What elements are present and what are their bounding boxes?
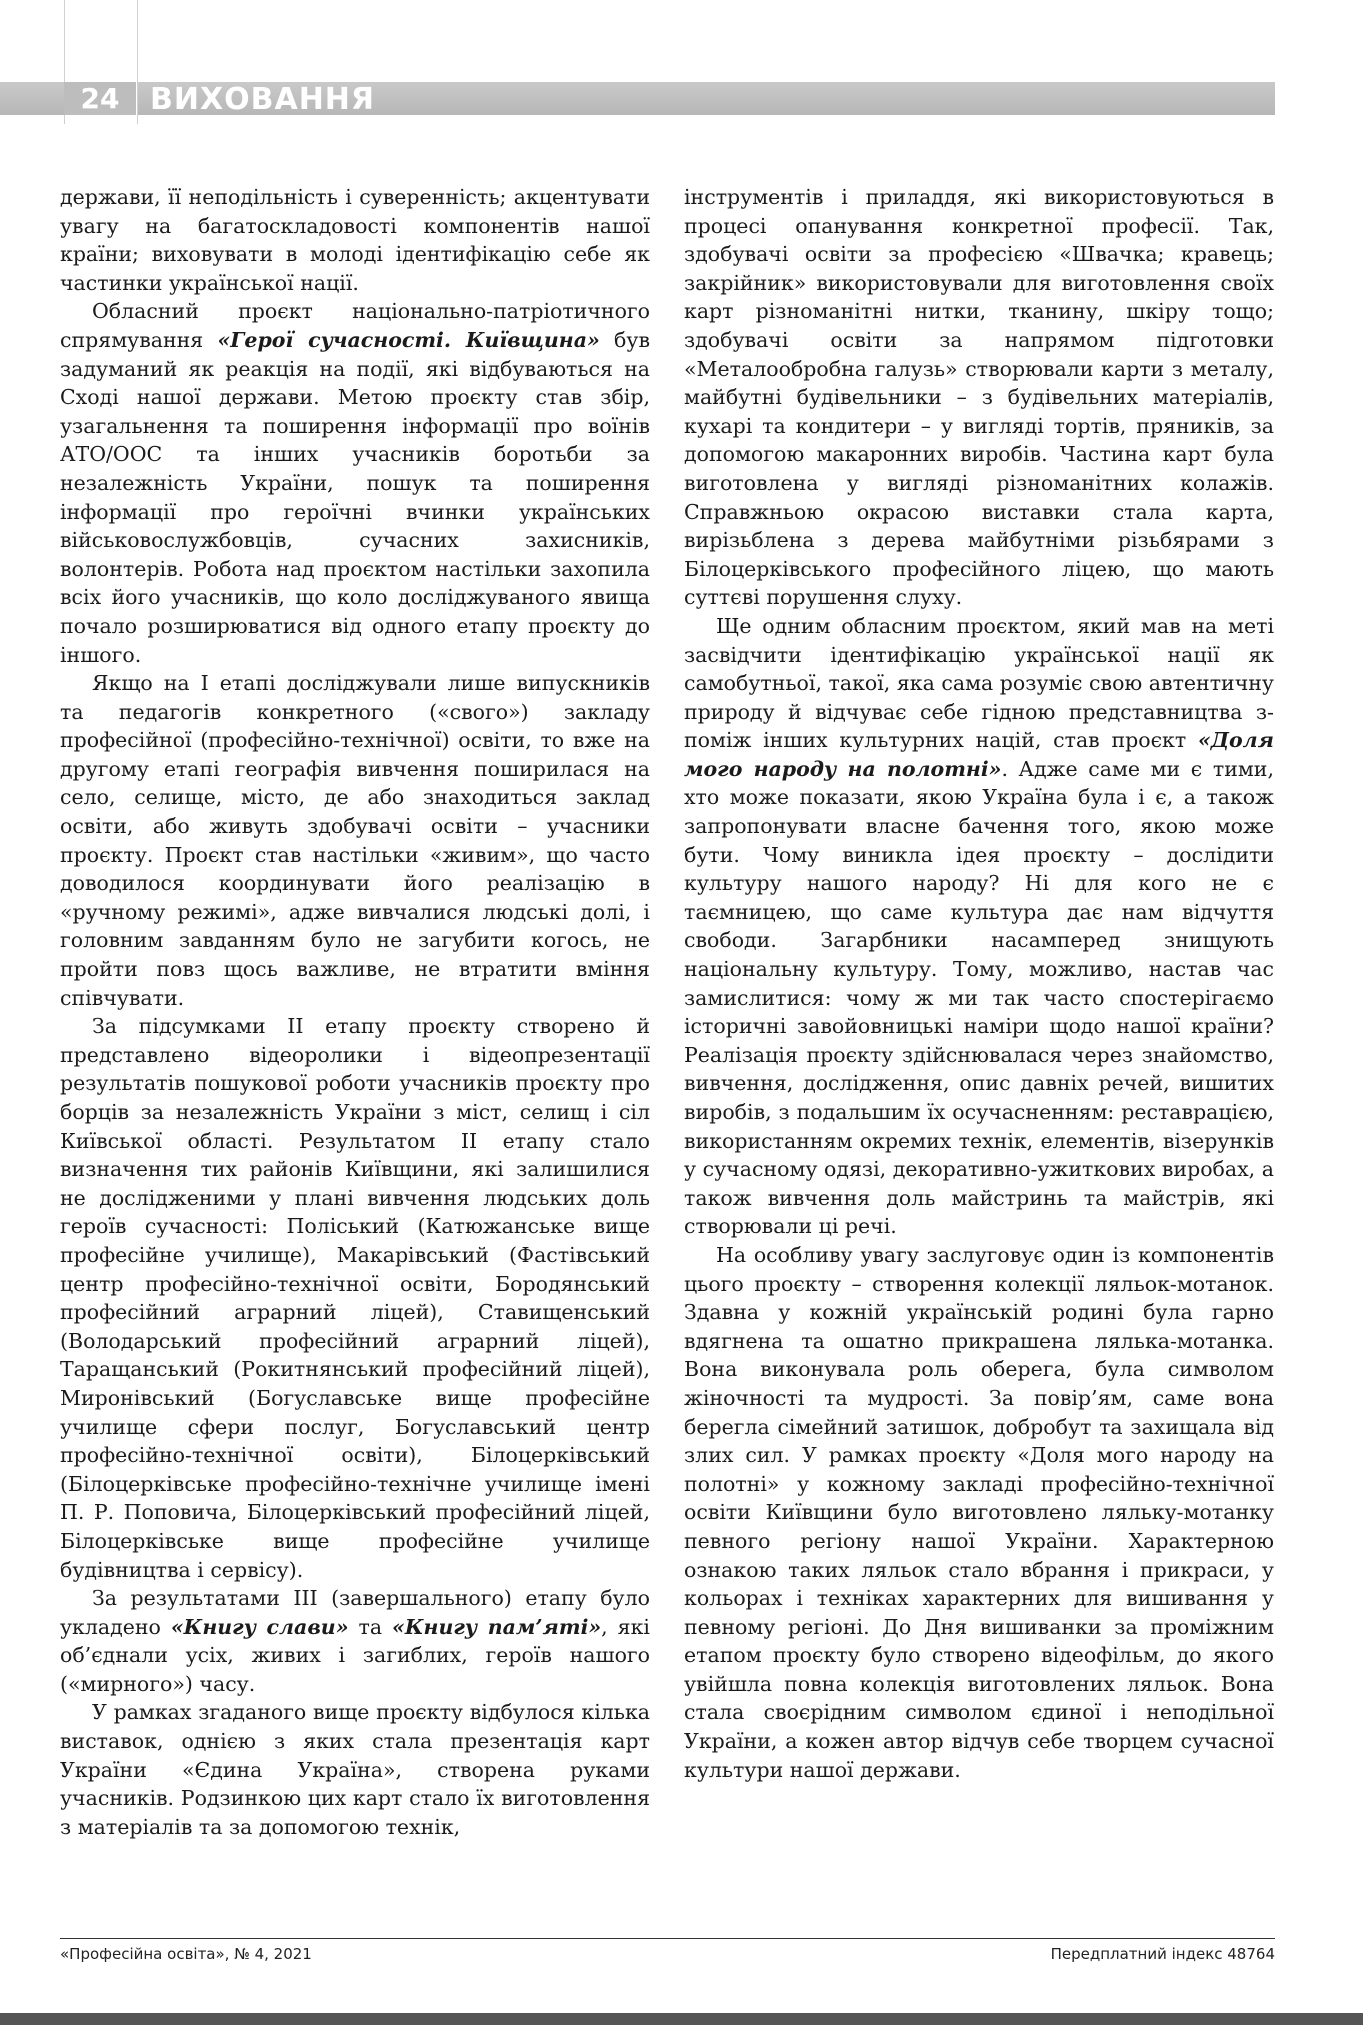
paragraph: Ще одним обласним проєктом, який мав на меті засвідчити ідентифікацію української нації як самобутньої, такої, яка сама розуміє свою автентичну природу й відчуває себе гідною представництва з-поміж інших культурних націй, став проєкт «Доля мого народу на полотні». Адже саме ми є тими, хто може показати, якою Україна була і є, а також запропонувати власне бачення того, якою може бути. Чому виникла ідея проєкту – дослідити культуру нашого народу? Ні для кого не є таємницею, що саме культура дає нам відчуття свободи. Загарбники насамперед знищують національну культуру. Тому, можливо, настав час замислитися: чому ж ми так часто спостерігаємо історичні завойовницькі наміри щодо нашої країни? Реалізація проєкту здійснювалася через знайомство, вивчення, дослідження, опис давніх речей, вишитих виробів, з подальшим їх осучасненням: реставрацією, використанням окремих технік, елементів, візерунків у сучасному одязі, декоративно-ужиткових виробах, а також вивчення доль майстринь та майстрів, які створювали ці речі. (684, 613, 1274, 1239)
paragraph: За результатами III (завершального) етапу було укладено «Книгу слави» та «Книгу пам’яті», які об’єднали усіх, живих і загиблих, героїв нашого («мирного») часу. (60, 1586, 650, 1696)
page-number: 24 (64, 82, 136, 115)
project-title: «Герої сучасності. Київщина» (217, 327, 600, 352)
paragraph: За підсумками II етапу проєкту створено й представлено відеоролики і відеопрезентації результатів пошукової роботи учасників проєкту про борців за незалежність України з міст, селищ і сіл Київської області. Результатом II етапу стало визначення тих районів Київщини, які залишилися не дослідженими у плані вивчення людських доль героїв сучасності: Поліський (Катюжанське вище професійне училище), Макарівський (Фастівський центр професійно-технічної освіти, Бородянський професійний аграрний ліцей), Ставищенський (Володарський професійний аграрний ліцей), Таращанський (Рокитнянський професійний ліцей), Миронівський (Богуславське вище професійне училище сфери послуг, Богуславський центр професійно-технічної освіти), Білоцерківський (Білоцерківське професійно-технічне училище імені П. Р. Поповича, Білоцерківський професійний ліцей, Білоцерківське вище професійне училище будівництва і сервісу). (60, 1014, 650, 1582)
paragraph: На особливу увагу заслуговує один із компонентів цього проєкту – створення колекції ляльок-мотанок. Здавна у кожній українській родині була гарно вдягнена та ошатно прикрашена лялька-мотанка. Вона виконувала роль оберега, була символом жіночності та мудрості. За повір’ям, саме вона берегла сімейний затишок, добробут та захищала від злих сил. У рамках проєкту «Доля мого народу на полотні» у кожному закладі професійно-технічної освіти Київщини було виготовлено ляльку-мотанку певного регіону нашої України. Характерною ознакою таких ляльок стало вбрання і прикраси, у кольорах і техніках характерних для вишивання у певному регіоні. До Дня вишиванки за проміжним етапом проєкту було створено відеофільм, до якого увійшла повна колекція виготовлених ляльок. Вона стала своєрідним символом єдиної і неподільної України, а кожен автор відчув себе творцем сучасної культури нашої держави. (684, 1242, 1274, 1782)
right-column (684, 183, 1274, 1784)
section-title: ВИХОВАННЯ (150, 82, 376, 117)
footer-divider (60, 1938, 1275, 1939)
subscription-index: Передплатний індекс 48764 (1050, 1945, 1275, 1963)
project-title: «Доля мого народу на полотні» (684, 728, 1274, 781)
book-title: «Книгу слави» (170, 1614, 349, 1639)
journal-citation: «Професійна освіта», № 4, 2021 (60, 1945, 312, 1963)
paragraph: Якщо на I етапі досліджували лише випускників та педагогів конкретного («свого») закладу професійної (професійно-технічної) освіти, то вже на другому етапі географія вивчення поширилася на село, селище, місто, де або знаходиться заклад освіти, або живуть здобувачі освіти – учасники проєкту. Проєкт став настільки «живим», що часто доводилося координувати його реалізацію в «ручному режимі», адже вивчалися людські долі, і головним завданням було не загубити когось, не пройти повз щось важливе, не втратити вміння співчувати. (60, 671, 650, 1010)
paragraph: інструментів і приладдя, які використовуються в процесі опанування конкретної професії. Так, здобувачі освіти за професією «Швачка; кравець; закрійник» використовували для виготовлення своїх карт різноманітні нитки, тканину, шкіру тощо; здобувачі освіти за напрямом підготовки «Металообробна галузь» створювали карти з металу, майбутні будівельники – з будівельних матеріалів, кухарі та кондитери – у вигляді тортів, пряників, за допомогою макаронних виробів. Частина карт була виготовлена у вигляді різноманітних колажів. Справжньою окрасою виставки стала карта, вирізьблена з дерева майбутніми різьбярами з Білоцерківського професійного ліцею, що мають суттєві порушення слуху. (684, 185, 1274, 610)
paragraph: Обласний проєкт національно-патріотичного спрямування «Герої сучасності. Київщина» був задуманий як реакція на події, які відбуваються на Сході нашої держави. Метою проєкту став збір, узагальнення та поширення інформації про воїнів АТО/ООС та інших учасників боротьби за незалежність України, пошук та поширення інформації про героїчні вчинки українських військовослужбовців, сучасних захисників, волонтерів. Робота над проєктом настільки захопила всіх його учасників, що коло досліджуваного явища почало розширюватися від одного етапу проєкту до іншого. (60, 299, 650, 667)
book-title: «Книгу пам’яті» (392, 1614, 602, 1639)
paragraph: У рамках згаданого вище проєкту відбулося кілька виставок, однією з яких стала презентація карт України «Єдина Україна», створена руками учасників. Родзинкою цих карт стало їх виготовлення з матеріалів та за допомогою технік, (60, 1700, 650, 1839)
bottom-band (0, 2013, 1363, 2025)
left-column (60, 183, 650, 1841)
paragraph: держави, її неподільність і суверенність; акцентувати увагу на багатоскладовості компонентів нашої країни; виховувати в молоді ідентифікацію себе як частинки української нації. (60, 185, 650, 295)
